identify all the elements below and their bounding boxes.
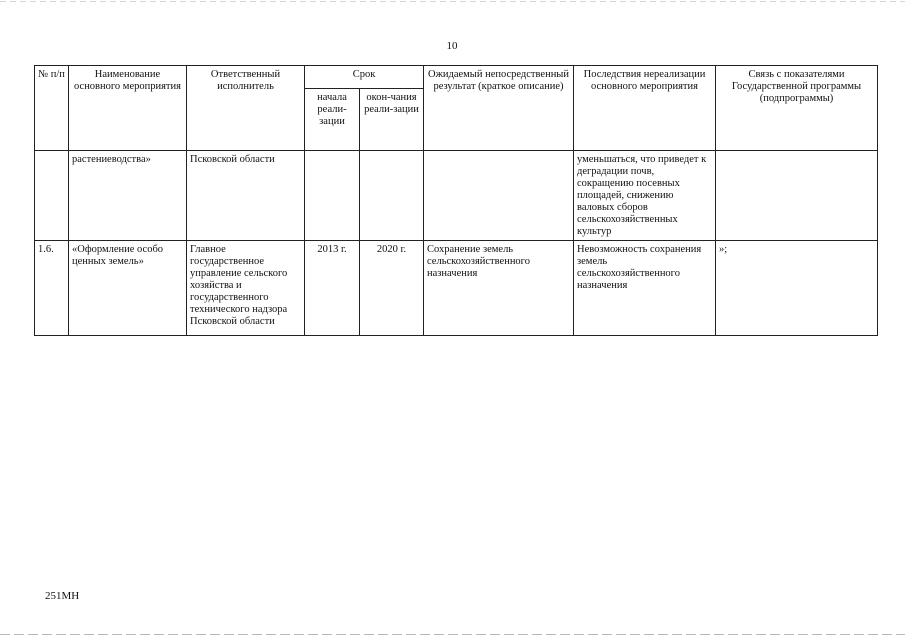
header-consequences: Последствия нереализации основного мероприятия	[574, 66, 716, 151]
header-measure-name: Наименование основного мероприятия	[69, 66, 187, 151]
cell-number: 1.6.	[35, 241, 69, 336]
cell-measure-name: «Оформление особо ценных земель»	[69, 241, 187, 336]
cell-program-link	[716, 151, 878, 241]
cell-term-end: 2020 г.	[360, 241, 424, 336]
cell-term-end	[360, 151, 424, 241]
cell-measure-name: растениеводства»	[69, 151, 187, 241]
cell-consequences: уменьшаться, что приведет к деградации почв, сокращению посевных площадей, снижению валовых сборов сельскохозяйственных культур	[574, 151, 716, 241]
cell-consequences: Невозможность сохранения земель сельскохозяйственного назначения	[574, 241, 716, 336]
cell-term-start: 2013 г.	[305, 241, 360, 336]
header-program-link: Связь с показателями Государственной программы (подпрограммы)	[716, 66, 878, 151]
cell-term-start	[305, 151, 360, 241]
header-number: № п/п	[35, 66, 69, 151]
cell-expected-result: Сохранение земель сельскохозяйственного назначения	[424, 241, 574, 336]
scan-edge-bottom	[0, 634, 905, 635]
header-term-start: начала реали-зации	[305, 89, 360, 151]
header-term-end: окон-чания реали-зации	[360, 89, 424, 151]
measures-table	[34, 65, 878, 336]
table-row	[35, 151, 878, 241]
cell-program-link: »;	[716, 241, 878, 336]
cell-expected-result	[424, 151, 574, 241]
cell-executor: Главное государственное управление сельского хозяйства и государственного технического надзора Псковской области	[187, 241, 305, 336]
page-number: 10	[446, 40, 458, 52]
table-row	[35, 241, 878, 336]
cell-executor: Псковской области	[187, 151, 305, 241]
scan-edge-top	[0, 1, 905, 2]
header-expected-result: Ожидаемый непосредственный результат (краткое описание)	[424, 66, 574, 151]
cell-number	[35, 151, 69, 241]
document-code: 251МН	[45, 590, 80, 602]
header-executor: Ответственный исполнитель	[187, 66, 305, 151]
header-term: Срок	[305, 66, 424, 89]
